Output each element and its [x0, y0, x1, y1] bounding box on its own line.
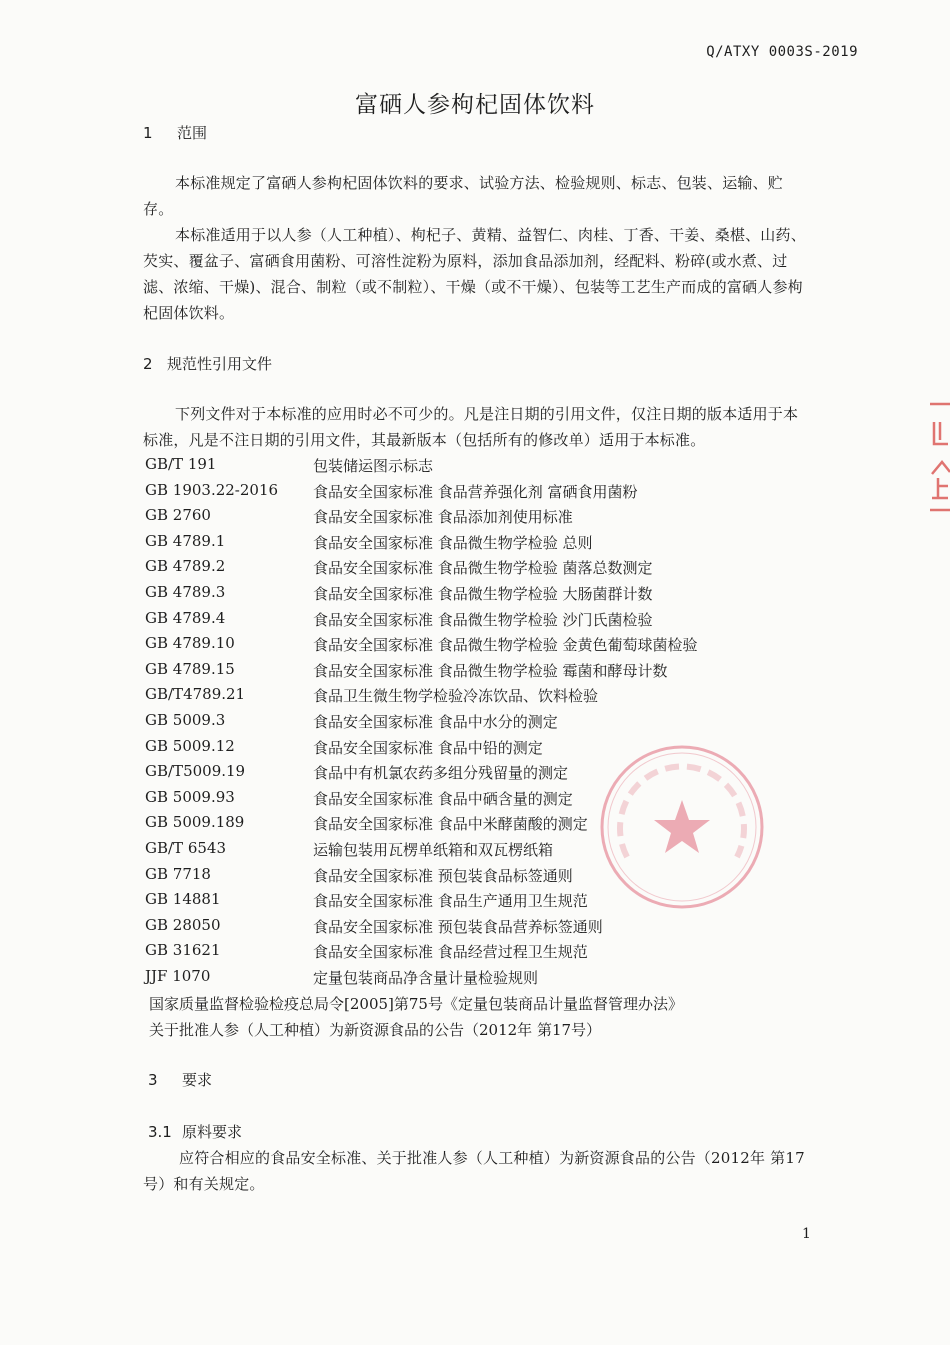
reference-code: GB 5009.12 [145, 736, 235, 755]
reference-code: GB 4789.10 [145, 634, 235, 653]
reference-title: 食品安全国家标准 食品营养强化剂 富硒食用菌粉 [313, 482, 638, 501]
reference-code: GB 4789.2 [145, 557, 226, 576]
reference-title: 食品安全国家标准 食品经营过程卫生规范 [313, 943, 588, 962]
reference-code: GB 1903.22-2016 [145, 480, 279, 499]
reference-code: JJF 1070 [145, 967, 211, 985]
section-number: 1 [143, 124, 153, 142]
references-intro: 下列文件对于本标准的应用时必不可少的。凡是注日期的引用文件，仅注日期的版本适用于本标准，凡是不注日期的引用文件，其最新版本（包括所有的修改单）适用于本标准。 [143, 405, 799, 449]
reference-code: GB 4789.3 [145, 583, 226, 601]
reference-title: 食品安全国家标准 预包装食品营养标签通则 [313, 917, 603, 936]
reference-code: GB 5009.93 [145, 787, 235, 806]
company-seal-stamp [597, 742, 767, 912]
reference-code: GB/T4789.21 [145, 685, 246, 704]
reference-title: 食品安全国家标准 食品中水分的测定 [313, 713, 558, 731]
reference-title: 食品中有机氯农药多组分残留量的测定 [313, 764, 569, 783]
section-3-heading [148, 1069, 212, 1090]
subsection-number: 3.1 [148, 1123, 172, 1141]
reference-code: GB 7718 [145, 864, 211, 883]
reference-code: GB 4789.4 [145, 608, 226, 627]
section-number: 2 [143, 355, 153, 373]
reference-title: 食品安全国家标准 食品微生物学检验 大肠菌群计数 [313, 585, 653, 603]
reference-code: GB/T5009.19 [145, 762, 246, 781]
scope-paragraph-2: 本标准适用于以人参（人工种植）、枸杞子、黄精、益智仁、肉桂、丁香、干姜、桑椹、山药、芡实、覆盆子、富硒食用菌粉、可溶性淀粉为原料，添加食品添加剂，经配料、粉碎(或水煮、过滤、浓缩、干燥)、混合、制粒（或不制粒）、干燥（或不干燥）、包装等工艺生产而成的富硒人参枸杞固体饮料。 [143, 226, 806, 322]
reference-code: GB/T 6543 [145, 839, 227, 857]
reference-title: 包装储运图示标志 [313, 457, 434, 475]
section-1-heading [143, 122, 207, 143]
reference-title: 食品安全国家标准 食品微生物学检验 菌落总数测定 [313, 559, 653, 578]
reference-code: GB 4789.15 [145, 659, 235, 678]
reference-code: GB 5009.189 [145, 813, 245, 832]
raw-material-requirements: 应符合相应的食品安全标准、关于批准人参（人工种植）为新资源食品的公告（2012年 第17号）和有关规定。 [143, 1149, 805, 1193]
reference-code: GB 28050 [145, 915, 221, 934]
reference-title: 食品安全国家标准 食品生产通用卫生规范 [313, 892, 588, 911]
reference-title: 食品安全国家标准 食品微生物学检验 金黄色葡萄球菌检验 [313, 636, 698, 655]
reference-title: 食品安全国家标准 食品微生物学检验 沙门氏菌检验 [313, 610, 653, 629]
scope-paragraph-1: 本标准规定了富硒人参枸杞固体饮料的要求、试验方法、检验规则、标志、包装、运输、贮存。 [143, 174, 784, 218]
reference-code: GB/T 191 [145, 455, 217, 473]
reference-extra-1: 国家质量监督检验检疫总局令[2005]第75号《定量包装商品计量监督管理办法》 [149, 995, 683, 1013]
reference-title: 运输包装用瓦楞单纸箱和双瓦楞纸箱 [313, 841, 554, 859]
reference-title: 食品安全国家标准 食品中米酵菌酸的测定 [313, 815, 588, 834]
page-number: 1 [802, 1226, 811, 1242]
section-title: 要求 [182, 1071, 213, 1089]
reference-title: 食品卫生微生物学检验冷冻饮品、饮料检验 [313, 687, 599, 706]
document-title: 富硒人参枸杞固体饮料 [355, 92, 595, 118]
section-number: 3 [148, 1071, 158, 1089]
reference-title: 食品安全国家标准 食品中铅的测定 [313, 738, 543, 757]
standard-code: Q/ATXY 0003S-2019 [706, 44, 858, 60]
reference-code: GB 4789.1 [145, 531, 226, 550]
reference-title: 食品安全国家标准 食品微生物学检验 总则 [313, 533, 593, 552]
subsection-3-1-heading [148, 1121, 242, 1142]
reference-title: 定量包装商品净含量计量检验规则 [313, 969, 539, 987]
reference-title: 食品安全国家标准 食品添加剂使用标准 [313, 508, 573, 527]
reference-title: 食品安全国家标准 食品微生物学检验 霉菌和酵母计数 [313, 661, 668, 680]
reference-title: 食品安全国家标准 预包装食品标签通则 [313, 866, 573, 885]
subsection-title: 原料要求 [182, 1123, 243, 1141]
reference-title: 食品安全国家标准 食品中硒含量的测定 [313, 789, 573, 808]
section-title: 规范性引用文件 [167, 355, 273, 373]
reference-code: GB 31621 [145, 941, 221, 960]
section-title: 范围 [177, 124, 208, 142]
reference-code: GB 5009.3 [145, 711, 226, 729]
section-2-heading [143, 353, 272, 374]
reference-code: GB 2760 [145, 506, 211, 525]
reference-extra-2: 关于批准人参（人工种植）为新资源食品的公告（2012年 第17号） [149, 1021, 602, 1039]
side-stamp-mark [924, 400, 950, 514]
reference-code: GB 14881 [145, 890, 221, 909]
